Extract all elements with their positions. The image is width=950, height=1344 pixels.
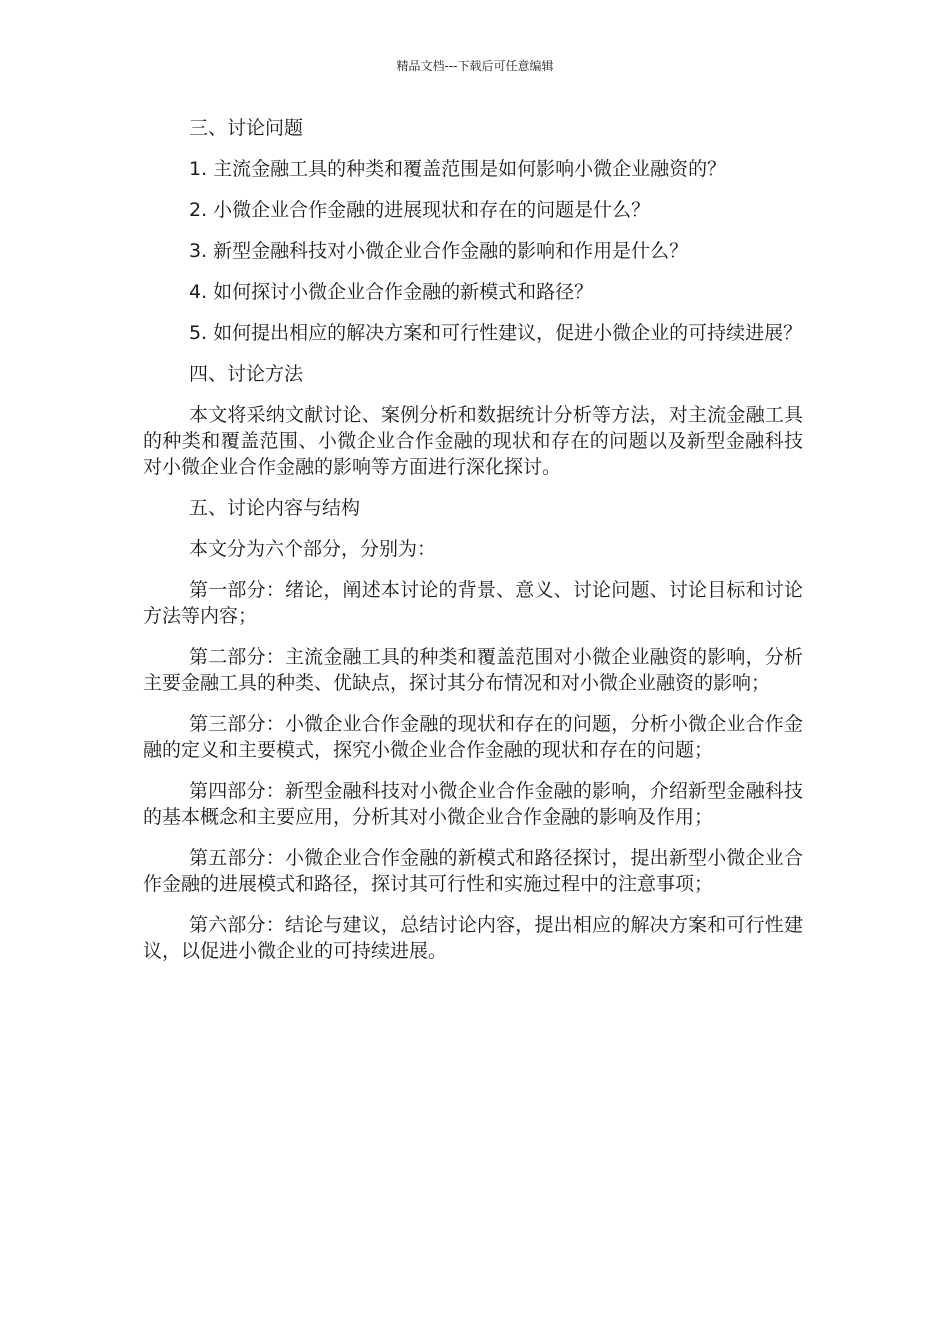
part-5-paragraph: 第五部分：小微企业合作金融的新模式和路径探讨，提出新型小微企业合作金融的进展模式和路径，探讨其可行性和实施过程中的注意事项；: [143, 847, 803, 895]
part-1-paragraph: 第一部分：绪论，阐述本讨论的背景、意义、讨论问题、讨论目标和讨论方法等内容；: [143, 579, 803, 627]
part-3-paragraph: 第三部分：小微企业合作金融的现状和存在的问题，分析小微企业合作金融的定义和主要模式，探究小微企业合作金融的现状和存在的问题；: [143, 713, 803, 761]
structure-intro: 本文分为六个部分，分别为：: [189, 538, 437, 560]
section-heading-discussion-questions: 三、讨论问题: [189, 117, 304, 139]
part-6-paragraph: 第六部分：结论与建议，总结讨论内容，提出相应的解决方案和可行性建议，以促进小微企业的可持续进展。: [143, 914, 803, 962]
section-heading-content-structure: 五、讨论内容与结构: [189, 497, 361, 519]
question-item-3: 3. 新型金融科技对小微企业合作金融的影响和作用是什么？: [189, 240, 689, 262]
document-body: [143, 115, 803, 979]
part-2-paragraph: 第二部分：主流金融工具的种类和覆盖范围对小微企业融资的影响，分析主要金融工具的种类、优缺点，探讨其分布情况和对小微企业融资的影响；: [143, 646, 803, 694]
question-item-1: 1. 主流金融工具的种类和覆盖范围是如何影响小微企业融资的？: [189, 158, 727, 180]
section-heading-discussion-method: 四、讨论方法: [189, 363, 304, 385]
question-item-4: 4. 如何探讨小微企业合作金融的新模式和路径？: [189, 281, 594, 303]
question-item-2: 2. 小微企业合作金融的进展现状和存在的问题是什么？: [189, 199, 651, 221]
page-header: 精品文档---下载后可任意编辑: [396, 59, 554, 73]
question-item-5: 5. 如何提出相应的解决方案和可行性建议，促进小微企业的可持续进展？: [189, 322, 803, 344]
method-paragraph: 本文将采纳文献讨论、案例分析和数据统计分析等方法，对主流金融工具的种类和覆盖范围、小微企业合作金融的现状和存在的问题以及新型金融科技对小微企业合作金融的影响等方面进行深化探讨。: [143, 404, 803, 478]
part-4-paragraph: 第四部分：新型金融科技对小微企业合作金融的影响，介绍新型金融科技的基本概念和主要应用，分析其对小微企业合作金融的影响及作用；: [143, 780, 803, 828]
